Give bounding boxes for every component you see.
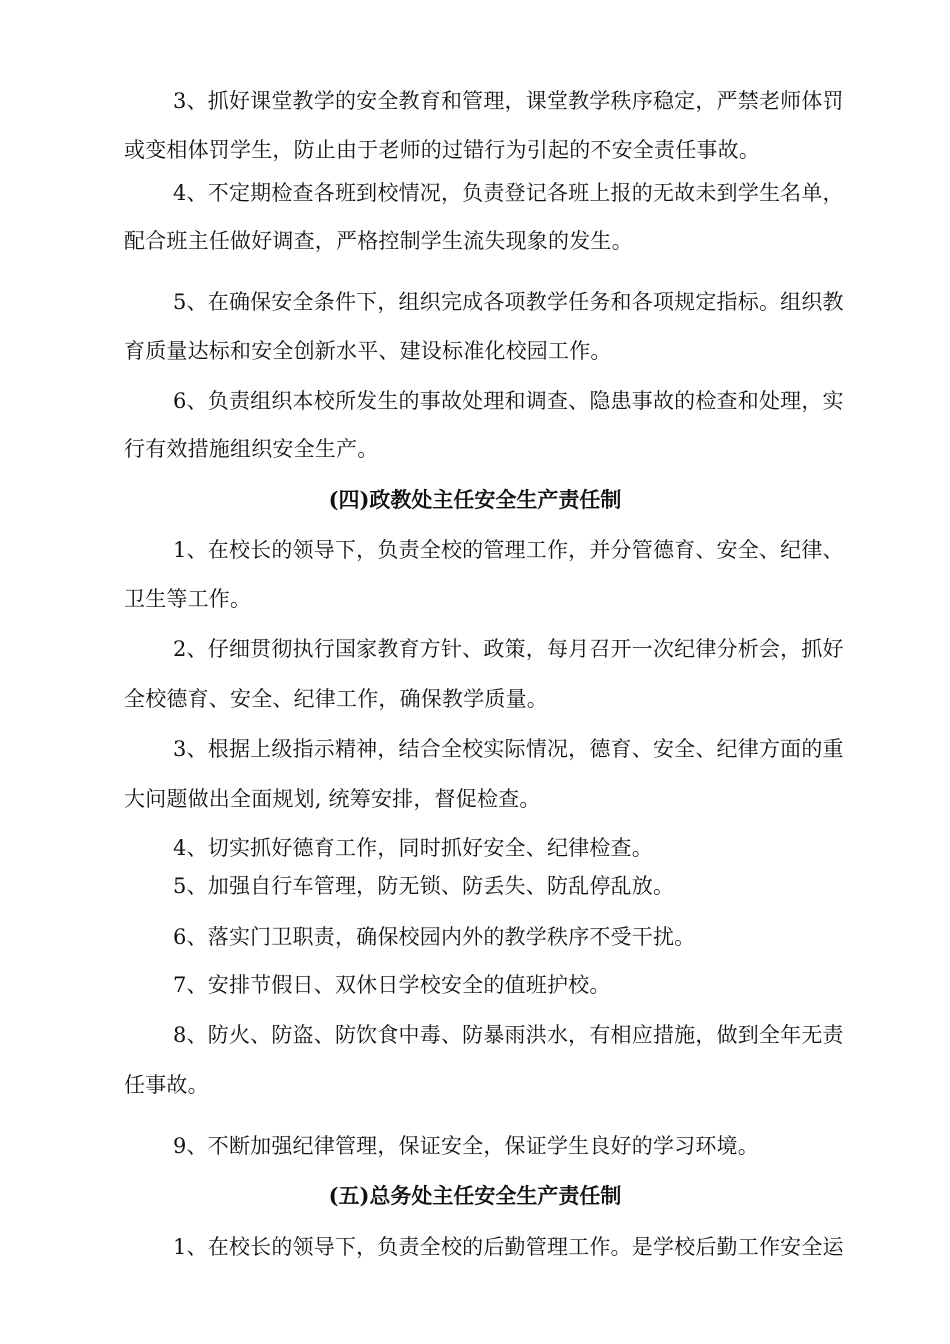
s4-item-3-line-2: 大问题做出全面规划, 统筹安排，督促检查。 [124,787,541,811]
s5-item-1-line-1: 1、在校长的领导下，负责全校的后勤管理工作。是学校后勤工作安全运 [173,1235,844,1259]
paragraph-4-line-2: 配合班主任做好调查，严格控制学生流失现象的发生。 [124,229,633,253]
s4-item-9: 9、不断加强纪律管理，保证安全，保证学生良好的学习环境。 [173,1134,759,1158]
section-heading-4: (四)政教处主任安全生产责任制 [328,487,622,512]
s4-item-4: 4、切实抓好德育工作，同时抓好安全、纪律检查。 [173,836,653,860]
s4-item-5: 5、加强自行车管理，防无锁、防丢失、防乱停乱放。 [173,874,675,898]
paragraph-4-line-1: 4、不定期检查各班到校情况，负责登记各班上报的无故未到学生名单， [173,181,844,205]
s4-item-3-line-1: 3、根据上级指示精神，结合全校实际情况，德育、安全、纪律方面的重 [173,737,844,761]
paragraph-3-line-2: 或变相体罚学生，防止由于老师的过错行为引起的不安全责任事故。 [124,138,760,162]
paragraph-6-line-1: 6、负责组织本校所发生的事故处理和调查、隐患事故的检查和处理，实 [173,389,844,413]
paragraph-5-line-2: 育质量达标和安全创新水平、建设标准化校园工作。 [124,339,612,363]
s4-item-8-line-1: 8、防火、防盗、防饮食中毒、防暴雨洪水，有相应措施，做到全年无责 [173,1023,844,1047]
s4-item-1-line-2: 卫生等工作。 [124,587,252,611]
paragraph-3-line-1: 3、抓好课堂教学的安全教育和管理，课堂教学秩序稳定，严禁老师体罚 [173,89,844,113]
section-heading-5: (五)总务处主任安全生产责任制 [328,1183,622,1208]
s4-item-7: 7、安排节假日、双休日学校安全的值班护校。 [173,973,611,997]
s4-item-8-line-2: 任事故。 [124,1073,209,1097]
s4-item-1-line-1: 1、在校长的领导下，负责全校的管理工作，并分管德育、安全、纪律、 [173,538,844,562]
paragraph-6-line-2: 行有效措施组织安全生产。 [124,437,379,461]
s4-item-6: 6、落实门卫职责，确保校园内外的教学秩序不受干扰。 [173,925,696,949]
s4-item-2-line-1: 2、仔细贯彻执行国家教育方针、政策，每月召开一次纪律分析会，抓好 [173,637,844,661]
s4-item-2-line-2: 全校德育、安全、纪律工作，确保教学质量。 [124,687,548,711]
paragraph-5-line-1: 5、在确保安全条件下，组织完成各项教学任务和各项规定指标。组织教 [173,290,844,314]
